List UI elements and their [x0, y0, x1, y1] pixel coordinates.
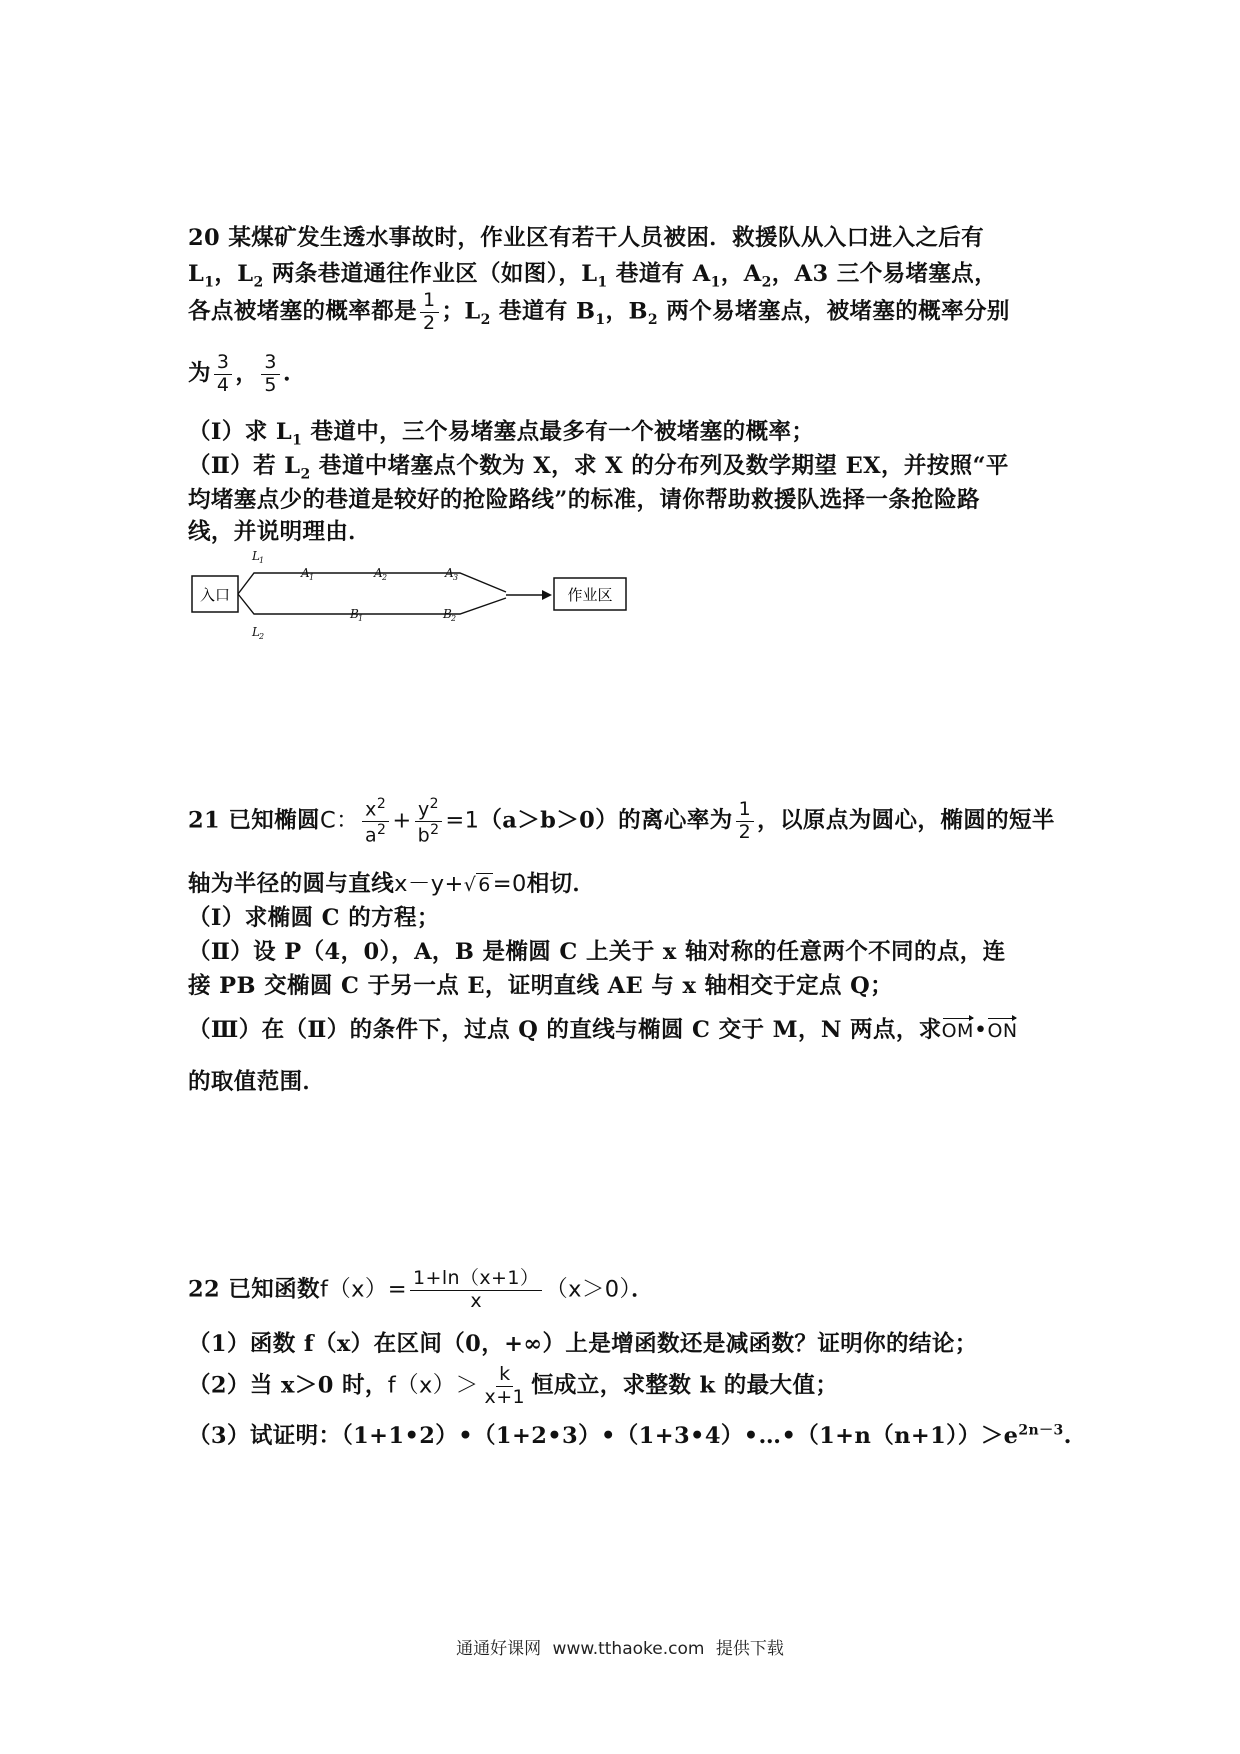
exponent: 2	[430, 822, 440, 839]
p20-line-4	[188, 352, 291, 397]
domain-condition: （x＞0）	[545, 1276, 632, 1303]
subscript: 2	[253, 274, 264, 291]
subscript: 2	[647, 311, 659, 328]
text-run: 轴为半径的圆与直线	[188, 871, 395, 897]
fraction-y2-b2	[415, 796, 443, 847]
label-b2-sub: 2	[451, 614, 457, 623]
subscript: 2	[300, 466, 311, 483]
p20-text: 20 某煤矿发生透水事故时，作业区有若干人员被困．救援队从入口进入之后有	[188, 225, 985, 251]
text-run: L	[188, 261, 205, 287]
subscript: 1	[595, 311, 606, 328]
vector-om: OM	[942, 1016, 974, 1042]
text-run: （Ⅰ）求椭圆 C 的方程；	[188, 905, 440, 931]
denominator: 2	[423, 311, 436, 334]
text-run: （3）试证明：（1+1•2）•（1+2•3）•（1+3•4）•…•（1+n（n+1））＞e	[188, 1423, 1019, 1449]
sqrt-six: √ 6	[463, 874, 491, 896]
exponent: 2	[377, 822, 387, 839]
text-run: ．	[631, 1276, 655, 1303]
exponent: 2	[429, 796, 439, 812]
p22-question-3	[188, 1418, 1072, 1450]
text-run: 21 已知椭圆	[188, 807, 320, 834]
path-l2	[238, 594, 506, 614]
footer-watermark: 通通好课网 www.tthaoke.com 提供下载	[456, 1639, 784, 1659]
fraction-one-half	[420, 290, 439, 335]
fraction-three-quarters	[214, 352, 233, 397]
label-a2-sub: 2	[382, 573, 388, 582]
text-run: （a＞b＞0）的离心率为	[479, 807, 733, 834]
text-run: （Ⅱ）若 L	[188, 453, 301, 479]
denominator: 5	[264, 373, 277, 396]
p21-question-1	[188, 900, 440, 932]
text-run: （Ⅰ）求 L	[188, 419, 293, 445]
denominator: 4	[216, 373, 230, 396]
text-run: 22 已知函数	[188, 1276, 320, 1303]
var-x: x	[365, 798, 377, 821]
exponent: 2	[376, 796, 387, 812]
text-run: （2）当 x＞0 时，	[188, 1372, 388, 1399]
label-b2: B	[443, 607, 452, 621]
subscript: 2	[480, 311, 491, 328]
fraction-k	[482, 1364, 528, 1409]
text-run: （1）函数 f（x）在区间（0，+∞）上是增函数还是减函数？证明你的结论；	[188, 1331, 978, 1357]
text-run: ，以原点为圆心，椭圆的短半	[757, 807, 1055, 834]
label-l1: L	[252, 549, 260, 563]
function-f-greater: f（x）＞	[387, 1372, 479, 1399]
numerator	[362, 796, 389, 822]
text-run: 均堵塞点少的巷道是较好的抢险路线”的标准，请你帮助救援队选择一条抢险路	[188, 487, 980, 513]
label-l2-sub: 2	[259, 632, 265, 641]
label-l1-sub: 1	[259, 556, 265, 565]
subscript: 1	[710, 274, 721, 291]
equals-one: =1	[445, 807, 480, 834]
text-run: 线，并说明理由．	[188, 519, 372, 545]
denominator: 2	[738, 821, 752, 844]
p20-question-2-cont	[188, 482, 980, 514]
var-b: b	[417, 824, 431, 847]
function-f: f（x）=	[319, 1276, 408, 1303]
entrance-label: 入口	[199, 586, 231, 604]
label-a3-sub: 3	[453, 573, 459, 582]
text-run: 各点被堵塞的概率都是	[188, 298, 418, 325]
p20-question-1	[188, 414, 814, 449]
p21-line-2	[188, 866, 595, 898]
text-run: 为	[188, 360, 211, 387]
arrow-head	[542, 590, 552, 600]
text-run: ，	[235, 360, 259, 387]
text-run: ，A	[720, 261, 762, 287]
text-run: 的取值范围．	[188, 1069, 326, 1095]
plus-sign: +	[392, 807, 412, 834]
ellipse-name: C：	[319, 807, 359, 834]
p20-line-1	[188, 220, 984, 252]
text-run: 巷道中，三个易堵塞点最多有一个被堵塞的概率；	[302, 419, 815, 445]
denominator	[362, 822, 389, 847]
text-run: 两个易堵塞点，被堵塞的概率分别	[658, 298, 1010, 325]
label-b1: B	[350, 607, 359, 621]
p20-question-2	[188, 448, 1009, 483]
dot-product: •	[973, 1017, 988, 1043]
p21-question-2	[188, 934, 1006, 966]
text-run: .	[1063, 1423, 1072, 1449]
text-run: 巷道有 B	[490, 298, 596, 325]
p22-question-2	[188, 1364, 838, 1409]
text-run: 巷道有 A	[607, 261, 711, 287]
label-a3: A	[445, 566, 454, 580]
numerator	[415, 796, 442, 822]
text-run: ，B	[605, 298, 648, 325]
path-l1	[238, 573, 506, 594]
p22-question-1	[188, 1326, 978, 1358]
label-b1-sub: 1	[358, 614, 364, 623]
fraction-one-half	[736, 799, 755, 844]
text-run: （Ⅱ）设 P（4，0），A，B 是椭圆 C 上关于 x 轴对称的任意两个不同的点，连	[188, 939, 1006, 965]
numerator: 3	[214, 352, 233, 375]
text-run: 两条巷道通往作业区（如图），L	[263, 261, 598, 287]
numerator: 1+ln（x+1）	[410, 1268, 542, 1291]
subscript: 2	[761, 274, 772, 291]
p21-question-3-cont	[188, 1064, 325, 1096]
text-run: （Ⅲ）在（Ⅱ）的条件下，过点 Q 的直线与椭圆 C 交于 M，N 两点，求	[188, 1017, 942, 1043]
numerator: 1	[736, 799, 755, 822]
numerator: 1	[420, 290, 439, 313]
line-equation: x－y+	[394, 871, 464, 897]
fraction-function	[410, 1268, 542, 1313]
label-a1: A	[301, 566, 310, 580]
var-a: a	[364, 824, 378, 847]
exponent: 2n－3	[1018, 1422, 1064, 1439]
p22-line-1	[188, 1268, 654, 1313]
fraction-x2-a2	[362, 796, 389, 847]
work-area-label: 作业区	[567, 586, 613, 604]
numerator: k	[496, 1364, 513, 1387]
p20-line-2	[188, 256, 997, 291]
vector-on: ON	[987, 1016, 1017, 1042]
label-a1-sub: 1	[309, 573, 315, 582]
radicand: 6	[478, 874, 491, 896]
text-run: 接 PB 交椭圆 C 于另一点 E，证明直线 AE 与 x 轴相交于定点 Q；	[188, 973, 894, 999]
numerator: 3	[261, 352, 280, 375]
subscript: 1	[597, 274, 608, 291]
var-y: y	[418, 798, 430, 821]
text-run: ；L	[441, 298, 481, 325]
denominator: x+1	[484, 1385, 525, 1408]
text-run: ，A3 三个易堵塞点，	[771, 261, 998, 287]
fraction-three-fifths	[261, 352, 280, 397]
text-run: 恒成立，求整数 k 的最大值；	[531, 1372, 839, 1399]
p21-line-1	[188, 796, 1055, 847]
p20-line-3	[188, 290, 1010, 335]
denominator	[415, 822, 443, 847]
text-run: 相切．	[526, 871, 596, 897]
label-l2: L	[252, 625, 260, 639]
subscript: 1	[204, 274, 215, 291]
text-run: 巷道中堵塞点个数为 X，求 X 的分布列及数学期望 EX，并按照“平	[310, 453, 1009, 479]
tunnel-diagram	[190, 540, 630, 650]
label-a2: A	[374, 566, 383, 580]
p21-question-3	[188, 1012, 1017, 1044]
equals-zero: =0	[492, 871, 527, 897]
p21-question-2-cont	[188, 968, 893, 1000]
text-run: ，L	[214, 261, 254, 287]
text-run: .	[282, 360, 292, 387]
subscript: 1	[292, 432, 303, 449]
denominator: x	[470, 1289, 482, 1312]
